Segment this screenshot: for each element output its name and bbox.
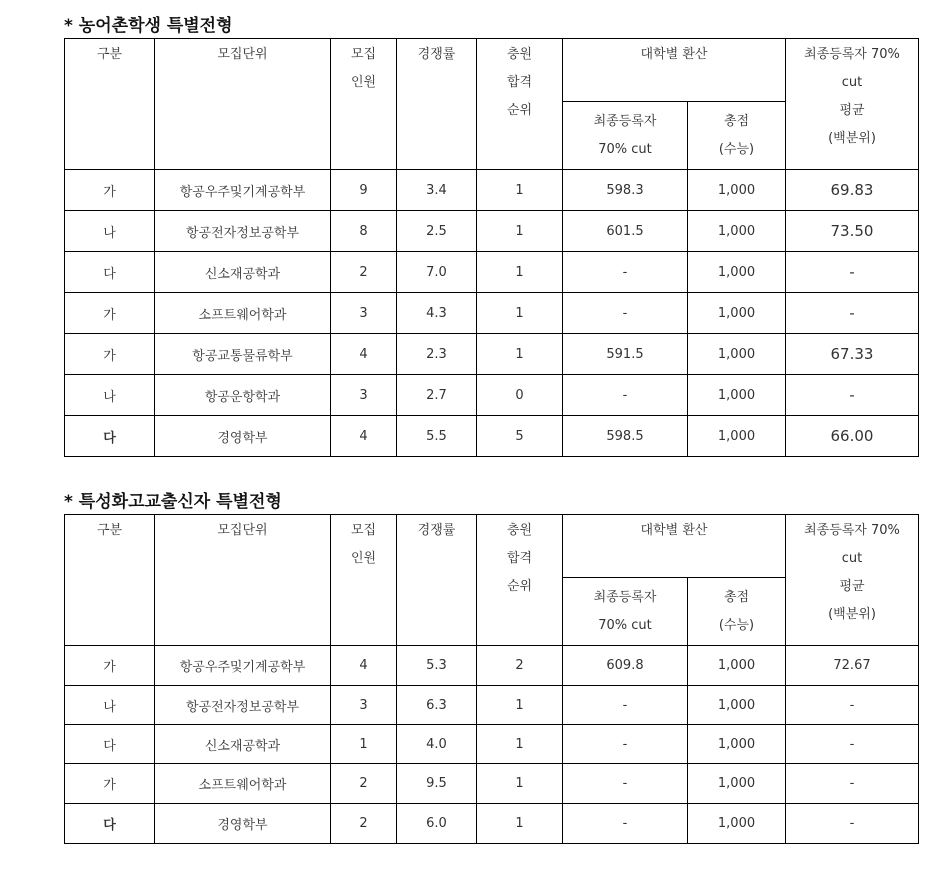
cell-recruit: 4 [331, 416, 397, 457]
header-final-cut [563, 578, 688, 646]
header-final-cut-line1: 최종등록자 [593, 589, 657, 605]
cell-recruit: 3 [331, 293, 397, 334]
header-unit: 모집단위 [155, 39, 331, 170]
cell-recruit: 2 [331, 252, 397, 293]
cell-total: 1,000 [688, 725, 786, 764]
cell-unit: 항공운항학과 [155, 375, 331, 416]
header-recruit-line1: 모집 [350, 47, 377, 62]
cell-extra-rank: 1 [477, 764, 563, 804]
cell-extra-rank: 1 [477, 211, 563, 252]
cell-gubun: 나 [65, 375, 155, 416]
cell-competition: 2.3 [397, 334, 477, 375]
cell-unit: 항공교통물류학부 [155, 334, 331, 375]
header-recruit [331, 39, 397, 170]
cell-extra-rank: 2 [477, 646, 563, 686]
header-conversion: 대학별 환산 [563, 515, 786, 578]
header-recruit [331, 515, 397, 646]
cell-avg: 73.50 [786, 211, 919, 252]
cell-cut70: - [563, 293, 688, 334]
table-row [65, 170, 919, 211]
cell-gubun: 나 [65, 686, 155, 725]
cell-competition: 3.4 [397, 170, 477, 211]
cell-avg: 67.33 [786, 334, 919, 375]
cell-gubun: 가 [65, 170, 155, 211]
cell-cut70: 598.3 [563, 170, 688, 211]
header-avg-line1: 최종등록자 70% [804, 47, 900, 62]
table-row [65, 804, 919, 844]
table-row [65, 375, 919, 416]
cell-competition: 5.5 [397, 416, 477, 457]
cell-gubun: 가 [65, 646, 155, 686]
header-extra-line1: 충원 [506, 47, 533, 62]
header-unit: 모집단위 [155, 515, 331, 646]
cell-avg: - [786, 293, 919, 334]
cell-gubun: 나 [65, 211, 155, 252]
cell-gubun: 가 [65, 334, 155, 375]
header-competition: 경쟁률 [397, 39, 477, 170]
header-extra-rank [477, 39, 563, 170]
header-gubun: 구분 [65, 39, 155, 170]
cell-competition: 9.5 [397, 764, 477, 804]
header-extra-line3: 순위 [506, 579, 533, 594]
header-final-cut-line1: 최종등록자 [593, 113, 657, 129]
cell-extra-rank: 1 [477, 686, 563, 725]
cell-competition: 4.0 [397, 725, 477, 764]
cell-extra-rank: 1 [477, 804, 563, 844]
cell-avg: 72.67 [786, 646, 919, 686]
table-row [65, 764, 919, 804]
table-row [65, 334, 919, 375]
cell-extra-rank: 1 [477, 293, 563, 334]
cell-avg: 66.00 [786, 416, 919, 457]
header-avg-line3: 평균 [839, 103, 865, 118]
cell-recruit: 1 [331, 725, 397, 764]
header-avg-line1: 최종등록자 70% [804, 523, 900, 538]
cell-total: 1,000 [688, 211, 786, 252]
cell-unit: 신소재공학과 [155, 725, 331, 764]
cell-cut70: - [563, 764, 688, 804]
cell-competition: 6.0 [397, 804, 477, 844]
cell-competition: 6.3 [397, 686, 477, 725]
cell-total: 1,000 [688, 686, 786, 725]
cell-gubun: 다 [65, 416, 155, 457]
header-total [688, 578, 786, 646]
cell-total: 1,000 [688, 375, 786, 416]
header-extra-line3: 순위 [506, 103, 533, 118]
cell-extra-rank: 1 [477, 170, 563, 211]
cell-competition: 2.7 [397, 375, 477, 416]
cell-total: 1,000 [688, 334, 786, 375]
table-row [65, 725, 919, 764]
cell-total: 1,000 [688, 764, 786, 804]
header-recruit-line2: 인원 [350, 551, 377, 566]
cell-total: 1,000 [688, 416, 786, 457]
cell-gubun: 가 [65, 764, 155, 804]
header-avg-line3: 평균 [839, 579, 865, 594]
header-gubun: 구분 [65, 515, 155, 646]
table-row [65, 416, 919, 457]
header-total-line2: (수능) [718, 141, 755, 157]
cell-unit: 경영학부 [155, 416, 331, 457]
cell-unit: 항공우주및기계공학부 [155, 646, 331, 686]
header-final-cut [563, 102, 688, 170]
header-total-line1: 총점 [723, 113, 750, 129]
cell-gubun: 다 [65, 252, 155, 293]
cell-extra-rank: 1 [477, 252, 563, 293]
cell-cut70: - [563, 686, 688, 725]
header-extra-line2: 합격 [506, 551, 533, 566]
cell-cut70: - [563, 804, 688, 844]
cell-unit: 소프트웨어학과 [155, 293, 331, 334]
table-header-row [65, 39, 919, 102]
header-final-cut-line2: 70% cut [598, 141, 652, 157]
header-total [688, 102, 786, 170]
header-avg-line2: cut [841, 551, 863, 566]
cell-gubun: 다 [65, 804, 155, 844]
cell-cut70: - [563, 252, 688, 293]
cell-total: 1,000 [688, 293, 786, 334]
cell-avg: - [786, 725, 919, 764]
cell-competition: 4.3 [397, 293, 477, 334]
header-avg [786, 39, 919, 170]
cell-total: 1,000 [688, 804, 786, 844]
table-header-row [65, 515, 919, 578]
header-recruit-line1: 모집 [350, 523, 377, 538]
cell-unit: 항공우주및기계공학부 [155, 170, 331, 211]
table-row [65, 211, 919, 252]
cell-total: 1,000 [688, 170, 786, 211]
cell-recruit: 8 [331, 211, 397, 252]
cell-cut70: 609.8 [563, 646, 688, 686]
cell-avg: - [786, 375, 919, 416]
cell-recruit: 4 [331, 646, 397, 686]
cell-competition: 2.5 [397, 211, 477, 252]
cell-extra-rank: 5 [477, 416, 563, 457]
header-competition: 경쟁률 [397, 515, 477, 646]
table-row [65, 252, 919, 293]
cell-avg: - [786, 804, 919, 844]
header-total-line2: (수능) [718, 617, 755, 633]
cell-unit: 항공전자정보공학부 [155, 211, 331, 252]
header-avg-line4: (백분위) [828, 607, 876, 622]
cell-avg: - [786, 764, 919, 804]
cell-avg: 69.83 [786, 170, 919, 211]
table-row [65, 646, 919, 686]
section-title-rural: * 농어촌학생 특별전형 [64, 16, 233, 36]
cell-recruit: 3 [331, 686, 397, 725]
vocational-admission-table [64, 514, 919, 844]
cell-extra-rank: 1 [477, 725, 563, 764]
cell-cut70: 598.5 [563, 416, 688, 457]
cell-competition: 7.0 [397, 252, 477, 293]
cell-avg: - [786, 252, 919, 293]
cell-cut70: 601.5 [563, 211, 688, 252]
cell-cut70: - [563, 375, 688, 416]
cell-extra-rank: 0 [477, 375, 563, 416]
header-extra-line1: 충원 [506, 523, 533, 538]
header-conversion: 대학별 환산 [563, 39, 786, 102]
cell-unit: 항공전자정보공학부 [155, 686, 331, 725]
header-extra-line2: 합격 [506, 75, 533, 90]
cell-recruit: 9 [331, 170, 397, 211]
rural-admission-table [64, 38, 919, 457]
header-final-cut-line2: 70% cut [598, 617, 652, 633]
section-title-vocational: * 특성화고교출신자 특별전형 [64, 492, 282, 512]
header-avg-line4: (백분위) [828, 131, 876, 146]
cell-recruit: 3 [331, 375, 397, 416]
cell-unit: 소프트웨어학과 [155, 764, 331, 804]
cell-unit: 경영학부 [155, 804, 331, 844]
header-extra-rank [477, 515, 563, 646]
header-total-line1: 총점 [723, 589, 750, 605]
cell-gubun: 가 [65, 293, 155, 334]
cell-recruit: 2 [331, 804, 397, 844]
cell-competition: 5.3 [397, 646, 477, 686]
cell-total: 1,000 [688, 646, 786, 686]
header-recruit-line2: 인원 [350, 75, 377, 90]
cell-avg: - [786, 686, 919, 725]
cell-total: 1,000 [688, 252, 786, 293]
table-row [65, 686, 919, 725]
table-row [65, 293, 919, 334]
cell-recruit: 4 [331, 334, 397, 375]
cell-extra-rank: 1 [477, 334, 563, 375]
cell-gubun: 다 [65, 725, 155, 764]
header-avg [786, 515, 919, 646]
cell-unit: 신소재공학과 [155, 252, 331, 293]
cell-recruit: 2 [331, 764, 397, 804]
cell-cut70: - [563, 725, 688, 764]
cell-cut70: 591.5 [563, 334, 688, 375]
header-avg-line2: cut [841, 75, 863, 90]
